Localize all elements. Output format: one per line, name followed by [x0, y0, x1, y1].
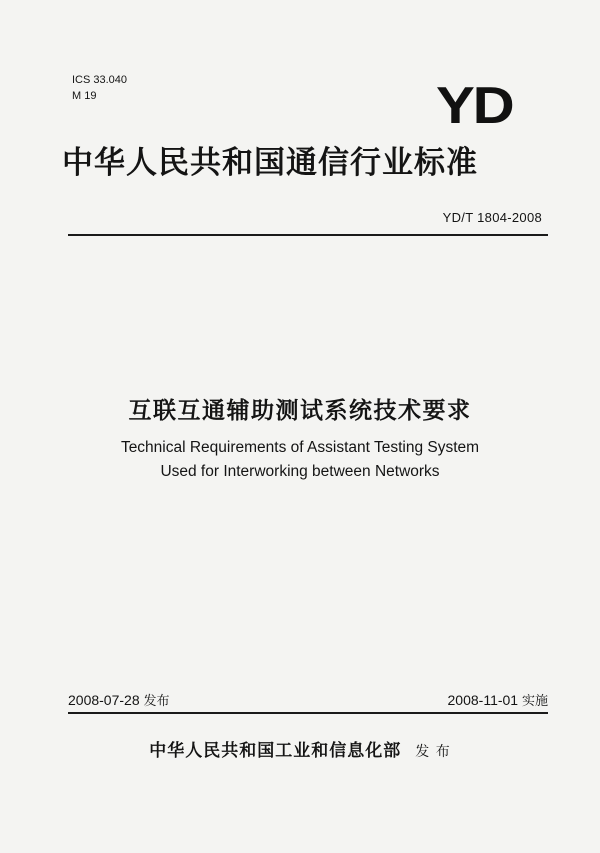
classification-block — [72, 72, 127, 104]
ics-number: ICS 33.040 — [72, 74, 128, 86]
publisher — [0, 736, 600, 761]
effective-date-value: 2008-11-01 — [447, 692, 519, 708]
publisher-label: 发 布 — [415, 744, 451, 760]
top-divider — [68, 234, 548, 236]
issue-date-label: 发布 — [143, 694, 170, 709]
yd-logo: YD — [436, 77, 513, 135]
document-title-en-line2: Used for Interworking between Networks — [160, 463, 440, 480]
issue-date-value: 2008-07-28 — [68, 692, 140, 708]
document-title-cn: 互联互通辅助测试系统技术要求 — [128, 398, 472, 424]
effective-date-label: 实施 — [521, 694, 548, 709]
issue-date — [68, 690, 170, 709]
standard-code: YD/T 1804-2008 — [442, 210, 542, 225]
publisher-name: 中华人民共和国工业和信息化部 — [149, 741, 402, 761]
document-title-en-line1: Technical Requirements of Assistant Testing System — [120, 439, 480, 456]
ccs-number: M 19 — [72, 90, 97, 102]
effective-date — [448, 690, 548, 709]
standard-title: 中华人民共和国通信行业标准 — [62, 145, 478, 181]
bottom-divider — [68, 712, 548, 714]
